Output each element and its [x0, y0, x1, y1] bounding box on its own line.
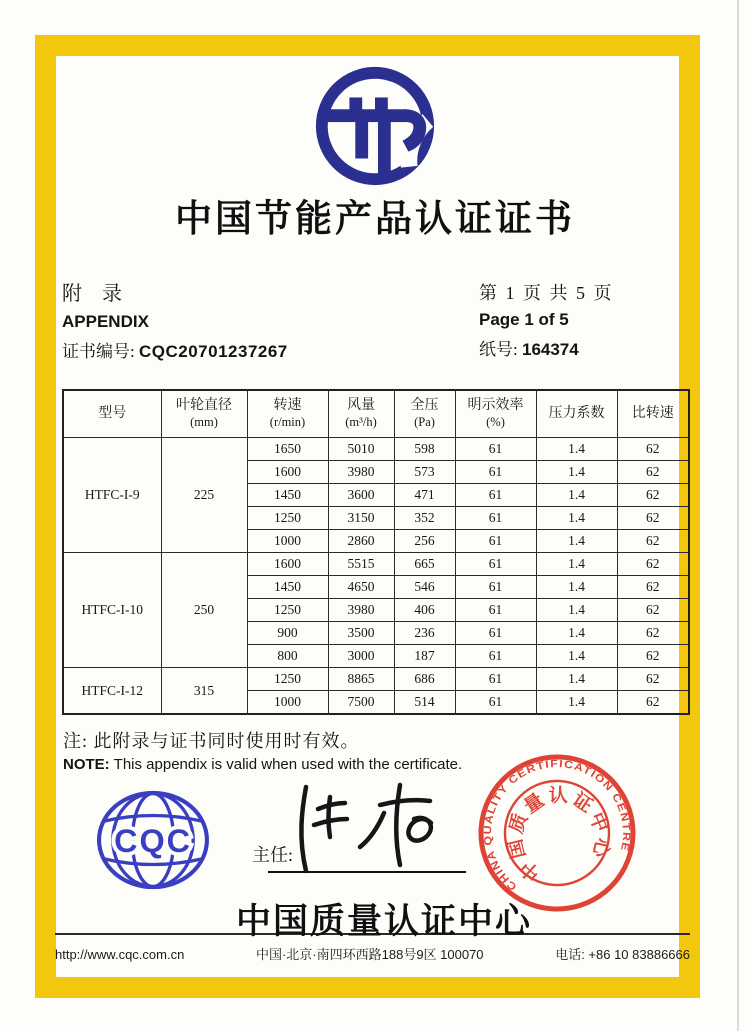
column-header: 型号: [63, 390, 161, 438]
cell-value: 900: [247, 622, 328, 645]
cell-value: 5010: [328, 438, 394, 461]
cell-value: 62: [617, 461, 689, 484]
certificate-number-label: 证书编号:: [62, 342, 135, 361]
cell-value: 7500: [328, 691, 394, 715]
column-header: 叶轮直径 (mm): [161, 390, 247, 438]
cell-value: 573: [394, 461, 455, 484]
table-row: [63, 438, 689, 461]
cell-value: 61: [455, 438, 536, 461]
cell-value: 1.4: [536, 622, 617, 645]
cell-value: 1600: [247, 553, 328, 576]
cell-value: 471: [394, 484, 455, 507]
cell-value: 61: [455, 507, 536, 530]
certificate-number-value: CQC20701237267: [138, 342, 288, 361]
appendix-label-cn: 附 录: [62, 283, 122, 305]
paper-number-value: 164374: [521, 340, 579, 359]
cqc-globe-logo-icon: [94, 789, 212, 891]
stamp-inner-char: 中: [584, 809, 612, 836]
cell-value: 1450: [247, 576, 328, 599]
specification-table: [62, 389, 690, 715]
cell-value: 1250: [247, 507, 328, 530]
cell-value: 1.4: [536, 530, 617, 553]
cell-diameter: 225: [161, 438, 247, 553]
cell-value: 3150: [328, 507, 394, 530]
stamp-inner-char: 中: [516, 856, 545, 885]
cell-value: 61: [455, 645, 536, 668]
cell-value: 1.4: [536, 645, 617, 668]
column-header: 全压 (Pa): [394, 390, 455, 438]
cell-value: 1.4: [536, 668, 617, 691]
cell-value: 61: [455, 484, 536, 507]
stamp-inner-char: 证: [568, 789, 596, 818]
stamp-inner-char: 认: [548, 785, 568, 807]
cell-value: 62: [617, 645, 689, 668]
stamp-inner-char: 国: [505, 837, 531, 861]
column-header: 风量 (m³/h): [328, 390, 394, 438]
note-en: [63, 756, 462, 773]
footer: [55, 944, 690, 963]
cell-value: 1.4: [536, 484, 617, 507]
cell-value: 1250: [247, 668, 328, 691]
cell-value: 1450: [247, 484, 328, 507]
header-row: [63, 390, 689, 438]
cell-diameter: 315: [161, 668, 247, 715]
cell-value: 686: [394, 668, 455, 691]
cell-value: 62: [617, 668, 689, 691]
stamp-outer-text: CHINA QUALITY CERTIFICATION CENTRE: [481, 758, 633, 893]
cell-diameter: 250: [161, 553, 247, 668]
cell-value: 546: [394, 576, 455, 599]
cell-value: 1600: [247, 461, 328, 484]
director-label: 主任:: [252, 845, 294, 865]
cell-value: 5515: [328, 553, 394, 576]
scan-artifact-line: [737, 0, 739, 1031]
director-signature: [284, 779, 469, 879]
svg-text:CHINA QUALITY CERTIFICATION CE: [475, 751, 639, 897]
certificate-number-line: [62, 343, 288, 360]
cell-value: 1.4: [536, 691, 617, 715]
certificate-title: 中国节能产品认证证书: [175, 198, 575, 239]
note-en-text: This appendix is valid when used with the certificate.: [113, 756, 463, 773]
cell-value: 3600: [328, 484, 394, 507]
cell-value: 62: [617, 507, 689, 530]
cell-value: 61: [455, 599, 536, 622]
cell-value: 61: [455, 461, 536, 484]
cell-value: 1650: [247, 438, 328, 461]
cell-value: 8865: [328, 668, 394, 691]
cell-value: 62: [617, 599, 689, 622]
page-number-cn: 第 1 页 共 5 页: [479, 283, 614, 303]
cqc-logo-text: CQC: [114, 822, 192, 859]
cell-value: 62: [617, 553, 689, 576]
cell-value: 3980: [328, 461, 394, 484]
footer-phone: 电话: +86 10 83886666: [555, 947, 690, 962]
cell-value: 1.4: [536, 438, 617, 461]
cell-value: 406: [394, 599, 455, 622]
stamp-inner-char: 量: [520, 789, 549, 818]
column-header: 压力系数: [536, 390, 617, 438]
cell-value: 187: [394, 645, 455, 668]
cell-value: 256: [394, 530, 455, 553]
note-en-label: NOTE:: [63, 756, 110, 773]
cell-value: 4650: [328, 576, 394, 599]
energy-conservation-logo-icon: [311, 62, 439, 190]
column-header: 比转速: [617, 390, 689, 438]
stamp-inner-char: 心: [588, 836, 613, 860]
cell-value: 352: [394, 507, 455, 530]
cell-value: 800: [247, 645, 328, 668]
cell-value: 61: [455, 691, 536, 715]
issuer-name: 中国质量认证中心: [235, 902, 532, 941]
cell-value: 62: [617, 438, 689, 461]
table-row: [63, 553, 689, 576]
table-row: [63, 668, 689, 691]
cell-model: HTFC-I-10: [63, 553, 161, 668]
cell-value: 62: [617, 484, 689, 507]
cell-value: 598: [394, 438, 455, 461]
column-header: 转速 (r/min): [247, 390, 328, 438]
cell-value: 62: [617, 691, 689, 715]
cell-model: HTFC-I-9: [63, 438, 161, 553]
stamp-inner-char: 质: [505, 811, 533, 837]
cell-value: 61: [455, 668, 536, 691]
cell-value: 1.4: [536, 461, 617, 484]
appendix-label-en: APPENDIX: [62, 312, 149, 331]
cell-value: 514: [394, 691, 455, 715]
cell-value: 665: [394, 553, 455, 576]
cell-value: 1.4: [536, 507, 617, 530]
cell-value: 61: [455, 530, 536, 553]
page-info-block: [479, 284, 614, 358]
cell-value: 3980: [328, 599, 394, 622]
cell-value: 3000: [328, 645, 394, 668]
footer-website: http://www.cqc.com.cn: [55, 947, 185, 962]
cell-value: 62: [617, 576, 689, 599]
column-header: 明示效率 (%): [455, 390, 536, 438]
paper-number-label: 纸号:: [479, 340, 518, 359]
cell-value: 61: [455, 576, 536, 599]
cqc-round-stamp: [475, 751, 639, 915]
cell-value: 61: [455, 553, 536, 576]
page-number-en: Page 1 of 5: [479, 310, 569, 329]
cell-value: 62: [617, 622, 689, 645]
cell-value: 1250: [247, 599, 328, 622]
cell-value: 1000: [247, 530, 328, 553]
cell-value: 1.4: [536, 576, 617, 599]
spec-table-body: [63, 438, 689, 715]
cell-value: 1000: [247, 691, 328, 715]
cell-model: HTFC-I-12: [63, 668, 161, 715]
cell-value: 1.4: [536, 553, 617, 576]
cell-value: 2860: [328, 530, 394, 553]
note-cn: 注: 此附录与证书同时使用时有效。: [63, 731, 360, 751]
specification-table-head: [63, 390, 689, 438]
cell-value: 1.4: [536, 599, 617, 622]
footer-address: 中国·北京·南四环西路188号9区 100070: [255, 947, 484, 962]
cell-value: 236: [394, 622, 455, 645]
paper-number-line: [479, 341, 614, 358]
cell-value: 61: [455, 622, 536, 645]
cell-value: 3500: [328, 622, 394, 645]
cell-value: 62: [617, 530, 689, 553]
appendix-block: [62, 284, 288, 360]
